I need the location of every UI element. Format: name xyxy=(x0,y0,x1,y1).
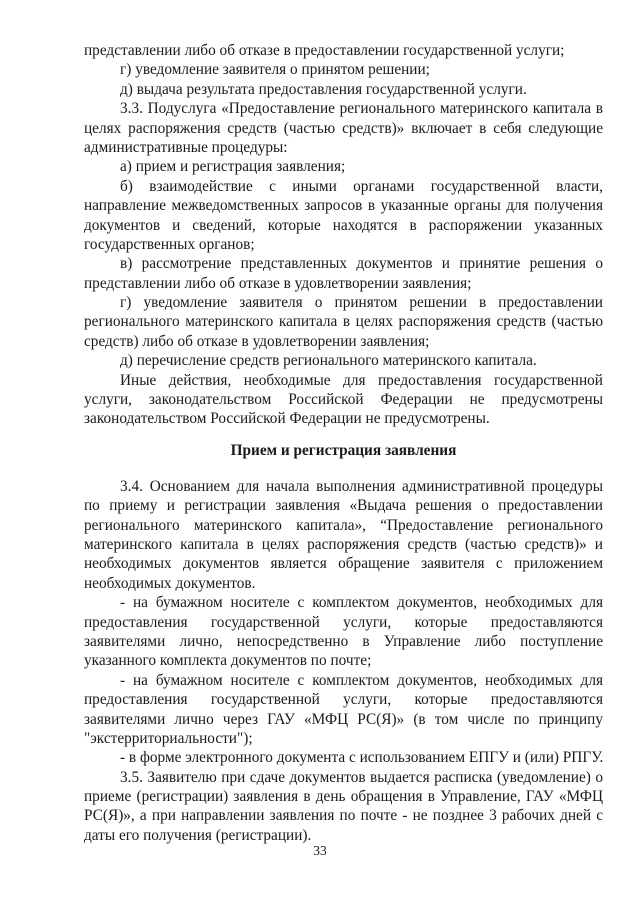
section-heading: Прием и регистрация заявления xyxy=(230,441,457,459)
text-line: а) прием и регистрация заявления; xyxy=(120,158,346,176)
text-line: г) уведомление заявителя о принятом решении в предоставлении xyxy=(120,294,603,312)
text-line: предоставления государственной услуги, которые предоставляются xyxy=(84,691,603,709)
text-line: Иные действия, необходимые для предоставления государственной xyxy=(120,371,603,389)
text-line: необходимых документов. xyxy=(84,574,256,592)
page-number: 33 xyxy=(313,843,327,858)
text-line: средств) либо об отказе в удовлетворении заявления; xyxy=(84,332,430,350)
text-line: б) взаимодействие с иными органами государственной власти, xyxy=(120,177,603,195)
text-line: по приему и регистрации заявления «Выдача решения о предоставлении xyxy=(84,497,603,515)
text-line: заявителями лично, непосредственно в Управление либо поступление xyxy=(84,632,603,650)
text-line: г) уведомление заявителя о принятом решении; xyxy=(120,61,430,79)
text-line: РС(Я)», а при направлении заявления по почте - не позднее 3 рабочих дней с xyxy=(84,807,603,825)
text-line: даты его получения (регистрации). xyxy=(84,826,312,844)
text-line: "экстерриториальности"); xyxy=(84,729,253,747)
text-line: услуги, законодательством Российской Федерации не предусмотрены xyxy=(84,391,603,409)
text-line: административные процедуры: xyxy=(84,138,288,156)
text-line: 3.5. Заявителю при сдаче документов выдается расписка (уведомление) о xyxy=(120,768,603,786)
text-line: д) перечисление средств регионального материнского капитала. xyxy=(120,352,537,370)
text-line: указанного комплекта документов по почте; xyxy=(84,652,372,670)
text-line: - на бумажном носителе с комплектом документов, необходимых для xyxy=(120,671,603,689)
text-line: направление межведомственных запросов в указанные органы для получения xyxy=(84,197,603,215)
text-line: документов и сведений, которые находятся в распоряжении указанных xyxy=(84,216,603,234)
paragraphs-top xyxy=(84,41,603,429)
text-line: - на бумажном носителе с комплектом документов, необходимых для xyxy=(120,594,603,612)
text-line: законодательством Российской Федерации не предусмотрены. xyxy=(84,410,490,428)
paragraphs-bottom xyxy=(84,477,603,845)
text-line: 3.3. Подуслуга «Предоставление регионального материнского капитала в xyxy=(120,100,603,118)
text-line: государственных органов; xyxy=(84,235,255,253)
text-line: д) выдача результата предоставления государственной услуги. xyxy=(120,80,527,98)
document-page xyxy=(84,41,603,845)
text-line: приеме (регистрации) заявления в день обращения в Управление, ГАУ «МФЦ xyxy=(84,788,603,806)
text-line: заявителями лично через ГАУ «МФЦ РС(Я)» (в том числе по принципу xyxy=(84,710,603,728)
text-line: 3.4. Основанием для начала выполнения административной процедуры xyxy=(120,477,603,495)
text-line: в) рассмотрение представленных документов и принятие решения о xyxy=(120,255,603,273)
text-line: необходимых документов является обращение заявителя с приложением xyxy=(84,555,603,573)
text-line: представлении либо об отказе в предоставлении государственной услуги; xyxy=(84,42,565,59)
text-line: целях распоряжения средств (частью средств)» включает в себя следующие xyxy=(84,119,603,137)
text-line: материнского капитала в целях распоряжения средств (частью средств)» и xyxy=(84,535,603,553)
text-line: регионального материнского капитала в целях распоряжения средств (частью xyxy=(84,313,603,331)
text-line: представлении либо об отказе в удовлетворении заявления; xyxy=(84,274,472,292)
text-line: регионального материнского капитала», “Предоставление регионального xyxy=(84,516,603,534)
text-line: предоставления государственной услуги, которые предоставляются xyxy=(84,613,603,631)
text-line: - в форме электронного документа с использованием ЕПГУ и (или) РПГУ. xyxy=(120,749,603,767)
